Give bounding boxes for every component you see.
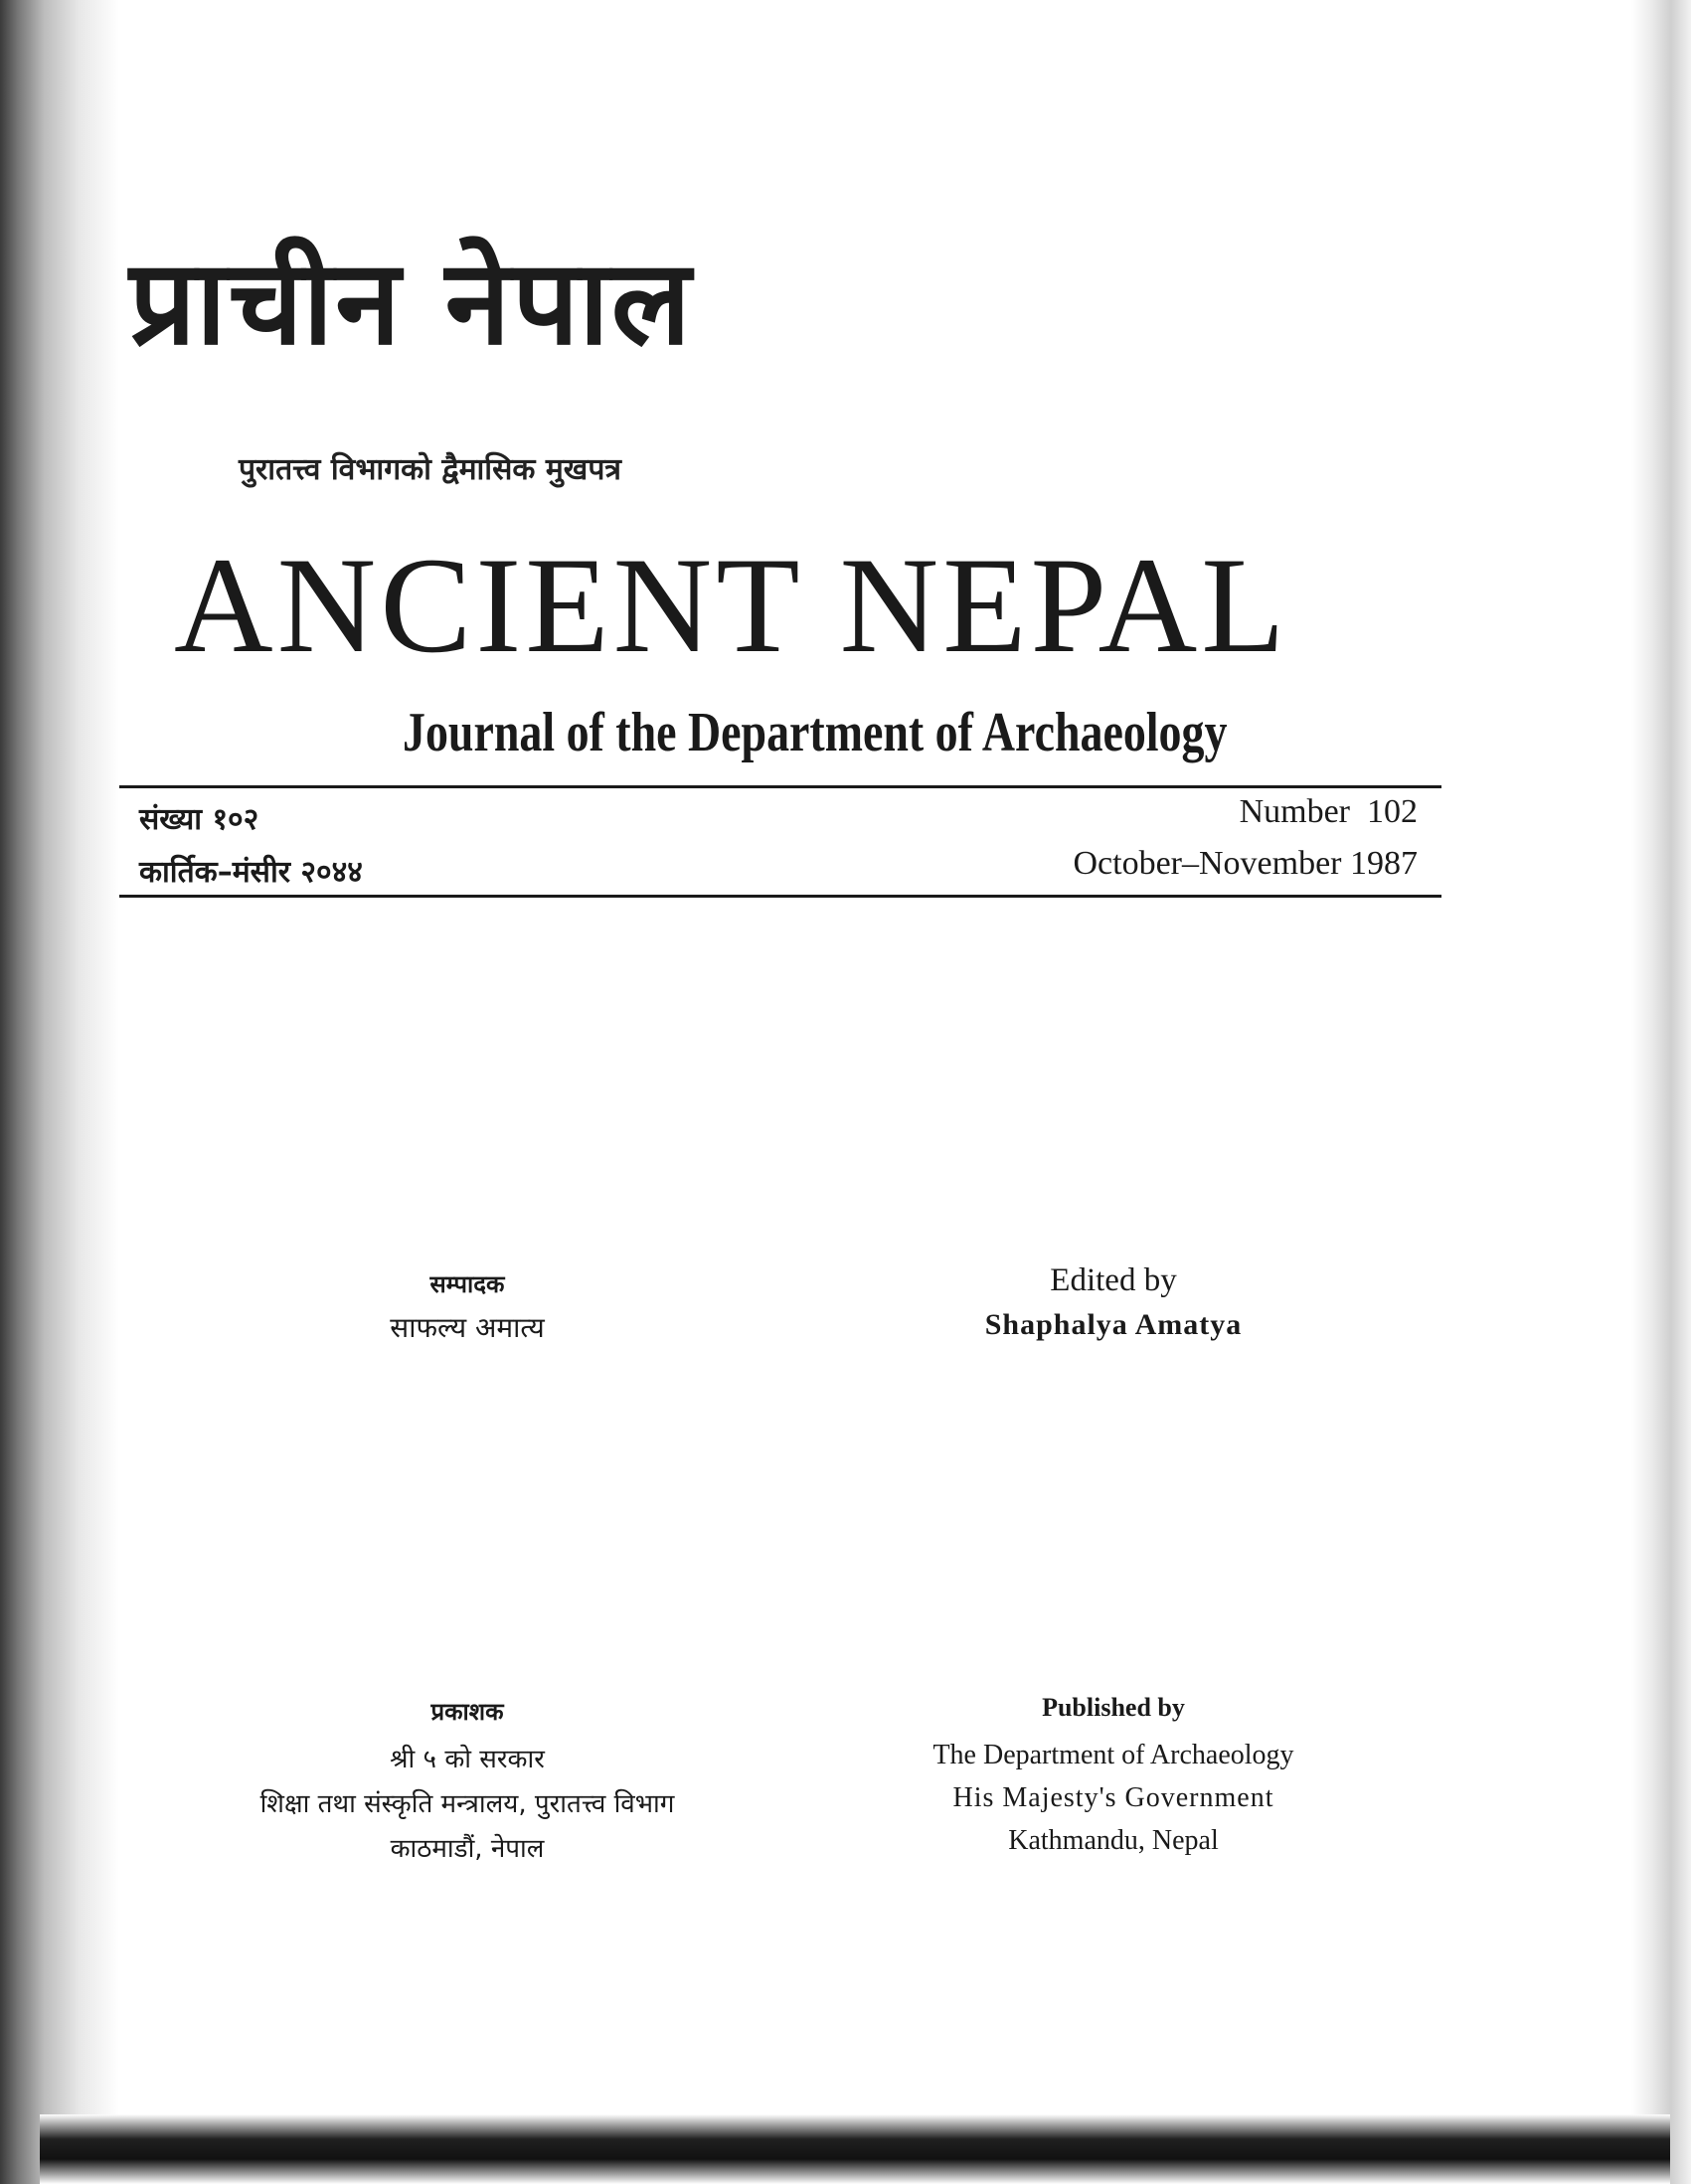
scan-bottom-edge-shadow [40,2114,1670,2184]
scan-left-edge-shadow [0,0,119,2184]
publisher-line-devanagari: शिक्षा तथा संस्कृति मन्त्रालय, पुरातत्त्व विभाग [259,1789,675,1819]
divider-top [119,785,1441,788]
publisher-line-english: The Department of Archaeology [932,1740,1294,1770]
editor-label-english: Edited by [1050,1262,1177,1298]
issue-date-devanagari: कार्तिक–मंसीर २०४४ [139,855,363,890]
publisher-line-devanagari: काठमाडौं, नेपाल [390,1834,545,1864]
issue-number-devanagari: संख्या १०२ [139,802,259,837]
publisher-line-english: Kathmandu, Nepal [1008,1825,1219,1856]
title-english: ANCIENT NEPAL [174,529,1289,681]
divider-bottom [119,895,1441,898]
editor-name-devanagari: साफल्य अमात्य [390,1311,545,1344]
scan-right-edge-shadow [1631,0,1691,2184]
editor-label-devanagari: सम्पादक [429,1270,505,1298]
publisher-label-english: Published by [1042,1693,1185,1722]
subtitle-devanagari: पुरातत्त्व विभागको द्वैमासिक मुखपत्र [239,452,621,487]
title-devanagari: प्राचीन नेपाल [129,234,693,371]
subtitle-english: Journal of the Department of Archaeology [403,702,1228,763]
editor-name-english: Shaphalya Amatya [984,1308,1243,1341]
issue-date-english: October–November 1987 [1073,845,1418,882]
publisher-label-devanagari: प्रकाशक [430,1698,504,1726]
issue-number-english: Number 102 [1239,793,1418,830]
publisher-line-english: His Majesty's Government [952,1782,1274,1813]
publisher-line-devanagari: श्री ५ को सरकार [390,1745,545,1774]
